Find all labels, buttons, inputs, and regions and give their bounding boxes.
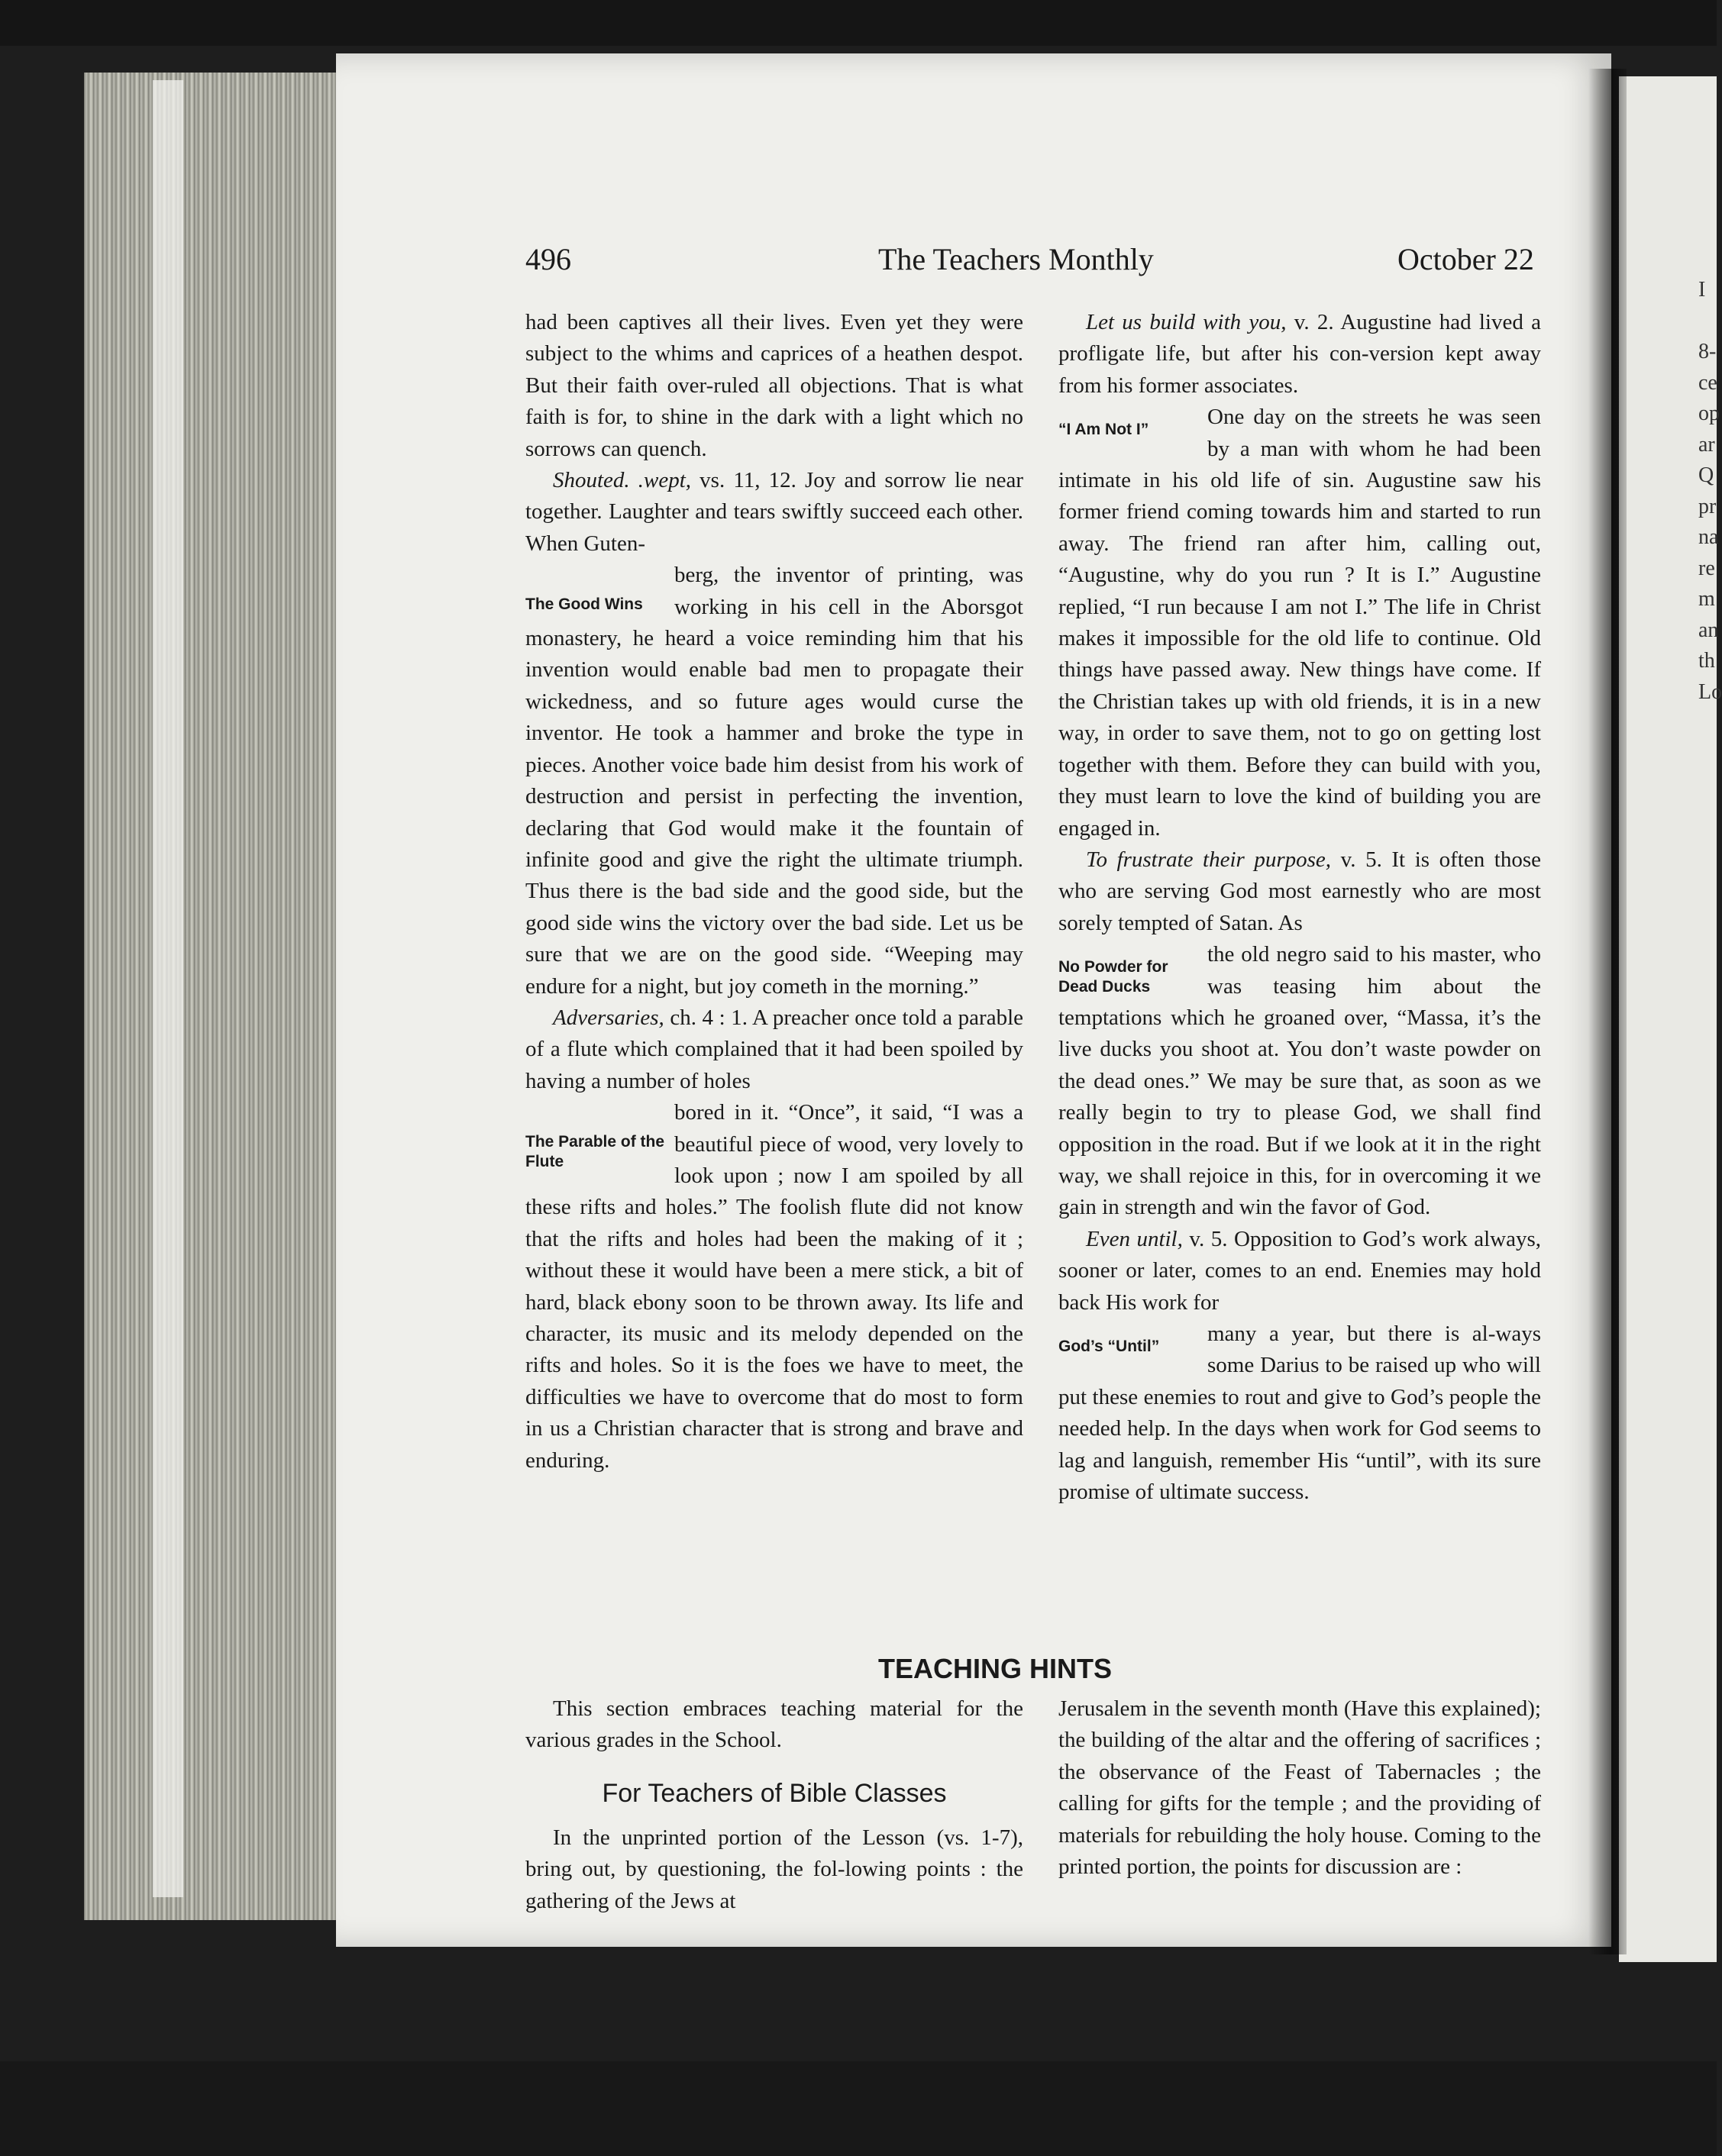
paragraph bbox=[1058, 939, 1541, 1224]
teaching-hints-left-column bbox=[525, 1693, 1023, 1917]
left-column bbox=[525, 307, 1023, 1477]
sidenote-parable-of-the-flute: The Parable of the Flute bbox=[525, 1133, 665, 1171]
running-date: October 22 bbox=[1397, 242, 1534, 276]
facing-page-fragment: Lo bbox=[1698, 679, 1722, 704]
facing-page-fragment: th bbox=[1698, 649, 1715, 673]
section-title-teaching-hints: TEACHING HINTS bbox=[878, 1653, 1112, 1684]
paragraph: In the unprinted portion of the Lesson (vs. 1-7), bring out, by questioning, the fol-lowing points : the gathering of the Jews at bbox=[525, 1825, 1023, 1913]
facing-page-fragment: an bbox=[1698, 618, 1719, 642]
paragraph-text: many a year, but there is al-ways some Darius to be raised up who will put these enemies to rout and give to God’s people the needed help. In the days when work for God seems to lag and languish, remember His “until”, with its sure promise of ultimate success. bbox=[1058, 1322, 1541, 1505]
paragraph bbox=[1058, 307, 1541, 402]
paragraph: had been captives all their lives. Even yet they were subject to the whims and caprices of a heathen despot. But their faith over-ruled all objections. That is what faith is for, to shine in the dark with a light which no sorrows can quench. bbox=[525, 310, 1023, 461]
facing-page-fragment: pr bbox=[1698, 494, 1717, 518]
paragraph bbox=[1058, 844, 1541, 939]
paragraph bbox=[525, 465, 1023, 560]
paragraph bbox=[525, 560, 1023, 1002]
facing-page-fragment: Q bbox=[1698, 463, 1714, 487]
facing-page-fragment: ce bbox=[1698, 370, 1717, 395]
paragraph-text: the old negro said to his master, who was teasing him about the temptations which he groaned over, “Massa, it’s the live ducks you shoot at. You don’t waste powder on the dead ones.” We may be sure that, as soon as we really begin to try to please God, we shall find opposition in the road. But if we look at it in the right way, we shall rejoice in this, for in overcoming it we gain in strength and win the favor of God. bbox=[1058, 942, 1541, 1220]
facing-page-fragment: 8- bbox=[1698, 340, 1717, 363]
paragraph-text: vs. 11, 12. Joy and sorrow lie near together. Laughter and tears swiftly succeed each other. When Guten- bbox=[525, 468, 1023, 556]
facing-page-fragment: re bbox=[1698, 556, 1715, 580]
facing-page-fragment: ar bbox=[1698, 432, 1715, 457]
page-stack-edge bbox=[84, 73, 344, 1920]
paragraph bbox=[525, 1002, 1023, 1097]
paragraph bbox=[525, 1097, 1023, 1477]
paragraph-text: ch. 4 : 1. A preacher once told a parable of a flute which complained that it had been spoiled by having a number of holes bbox=[525, 1005, 1023, 1093]
subheading-bible-classes: For Teachers of Bible Classes bbox=[602, 1778, 947, 1808]
paragraph bbox=[1058, 402, 1541, 844]
facing-page-text-fragments bbox=[1698, 275, 1722, 708]
verse-reference: Even until, bbox=[1086, 1226, 1183, 1251]
paragraph-text: One day on the streets he was seen by a man with whom he had been intimate in his old life of sin. Augustine saw his former friend coming towards him and started to run away. The friend ran after him, calling out, “Augustine, why do you run ? It is I.” Augustine replied, “I run because I am not I.” The life in Christ makes it impossible for the old life to continue. Old things have passed away. New things have come. If the Christian takes up with old friends, it is in a new way, in order to save them, not to go on getting lost together with them. Before they can build with you, they must learn to love the kind of building you are engaged in. bbox=[1058, 405, 1541, 841]
facing-page-fragment: op bbox=[1698, 402, 1720, 425]
verse-reference: To frustrate their purpose, bbox=[1086, 847, 1332, 872]
right-column bbox=[1058, 307, 1541, 1508]
sidenote-the-good-wins: The Good Wins bbox=[525, 595, 643, 614]
verse-reference: Let us build with you, bbox=[1086, 310, 1287, 334]
facing-page-fragment bbox=[1698, 306, 1717, 337]
sidenote-gods-until: God’s “Until” bbox=[1058, 1338, 1160, 1355]
paragraph: Jerusalem in the seventh month (Have this explained); the building of the altar and the offering of sacrifices ; the observance of the Feast of Tabernacles ; the calling for gifts for the temple ; and the providing of materials for rebuilding the holy house. Coming to the printed portion, the points for discussion are : bbox=[1058, 1696, 1541, 1880]
paragraph-text: berg, the inventor of printing, was working in his cell in the Aborsgot monastery, he heard a voice reminding him that his invention would enable bad men to propagate their wickedness, and so future ages would curse the inventor. He took a hammer and broke the type in pieces. Another voice bade him desist from his work of destruction and persist in perfecting the invention, declaring that God would make it the fountain of infinite good and give the right the ultimate triumph. Thus there is the bad side and the good side, but the good side wins the victory over the bad side. Let us be sure that we are on the good side. “Weeping may endure for a night, but joy cometh in the morning.” bbox=[525, 563, 1023, 999]
paragraph bbox=[1058, 1318, 1541, 1508]
running-title: The Teachers Monthly bbox=[878, 242, 1154, 276]
sidenote-no-powder-for-dead-ducks: No Powder for Dead Ducks bbox=[1058, 958, 1168, 996]
page-number: 496 bbox=[525, 242, 571, 276]
paragraph: This section embraces teaching material for the various grades in the School. bbox=[525, 1696, 1023, 1753]
paragraph-text: bored in it. “Once”, it said, “I was a beautiful piece of wood, very lovely to look upon ; now I am spoiled by all these rifts and holes.” The foolish flute did not know that the rifts and holes had been the making of it ; without these it would have been a mere stick, a bit of hard, black ebony soon to be thrown away. Its life and character, its music and its melody depended on the rifts and holes. So it is the foes we have to meet, the difficulties we have to overcome that do most to form in us a Christian character that is strong and brave and enduring. bbox=[525, 1100, 1023, 1473]
page-stack-highlight bbox=[153, 80, 183, 1897]
paragraph bbox=[1058, 1224, 1541, 1318]
teaching-hints-right-column bbox=[1058, 1693, 1541, 1883]
verse-reference: Shouted. .wept, bbox=[553, 468, 692, 493]
paragraph-text: v. 5. Opposition to God’s work always, sooner or later, comes to an end. Enemies may hold back His work for bbox=[1058, 1226, 1541, 1315]
book-gutter bbox=[1588, 69, 1627, 1954]
paragraph-text: v. 2. Augustine had lived a profligate life, but after his con-version kept away from his former associates. bbox=[1058, 310, 1541, 398]
verse-reference: Adversaries, bbox=[553, 1005, 664, 1030]
facing-page-fragment: m bbox=[1698, 587, 1715, 611]
facing-page-fragment: I bbox=[1698, 278, 1706, 302]
sidenote-i-am-not-i: “I Am Not I” bbox=[1058, 421, 1149, 439]
scan-background-bottom bbox=[0, 2061, 1717, 2156]
scan-background-top bbox=[0, 0, 1717, 46]
facing-page-fragment: na bbox=[1698, 525, 1719, 549]
paragraph-text: v. 5. It is often those who are serving God most earnestly who are most sorely tempted of Satan. As bbox=[1058, 847, 1541, 935]
